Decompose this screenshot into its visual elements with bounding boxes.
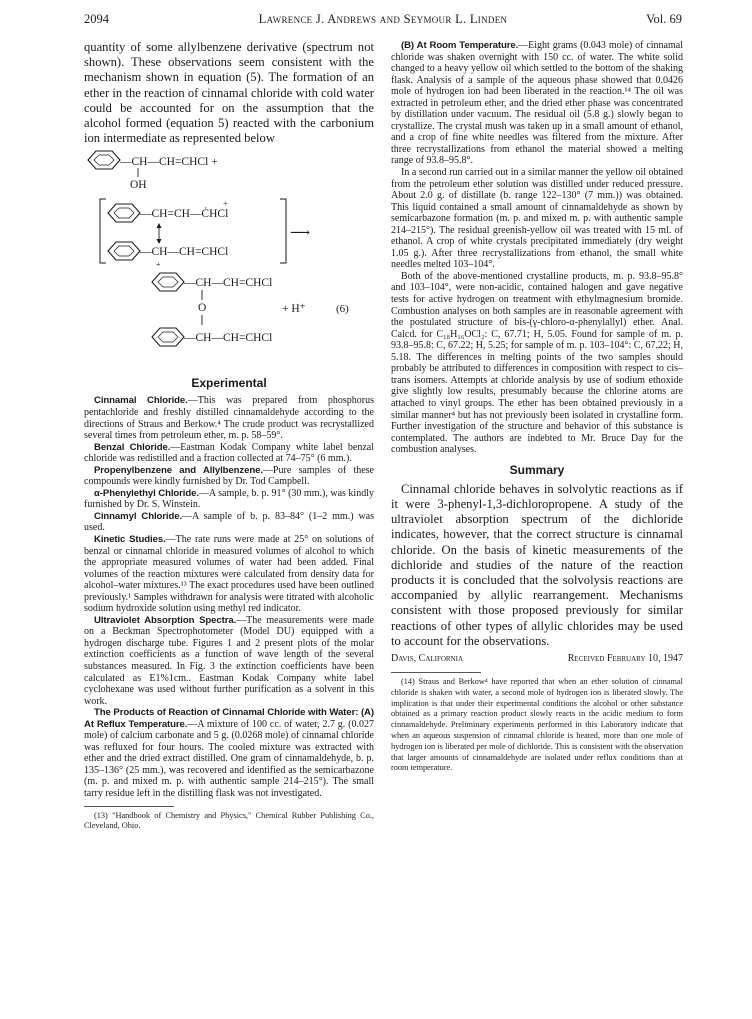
summary-heading: Summary <box>509 462 565 477</box>
scheme-hplus: + H⁺ <box>282 303 306 316</box>
running-header <box>84 12 682 28</box>
scheme-row3: —CH—CH=CHCl <box>184 277 273 290</box>
kinetic-studies-text: —The rate runs were made at 25° on solutions of benzal or cinnamal chloride in measured volumes of alcohol to which the appropriate measured volumes of water had been added. Final volumes of the reaction mixtures were calculated from density data for alcohol–water mixtures.¹³ The exact procedures used have been outlined previously.¹ Samples withdrawn for analysis were titrated with alcoholic sodium hydroxide solution using methyl red indicator. <box>84 533 374 615</box>
crystalline-products-para: Both of the above-mentioned crystalline products, m. p. 93.8–95.8° and 103–104°, were non-acidic, contained halogen and gave negative tests for active hydrogen on treatment with ethylmagnesium bromide. Combustion analyses on both samples are in reasonable agreement with the postulated structure of bis-(γ-chloro-α-phenylallyl) ether. Anal. Calcd. for C₁₈H₁₆OCl₂: C, 67.71; H, 5.05. Found for sample of m. p. 93.8–95.8: C, 67.22; H, 5.25; for sample of m. p. 103–104°: C, 67.22; H, 5.18. The differences in melting points of the two samples should probably be attributed to differences in composition with respect to cis–trans isomers. Attempts at chloride analysis by use of sodium ethoxide give slightly low results, presumably because the chlorine atoms are attached to vinyl groups. The ether has been obtained previously in a similar manner⁴ but has not previously been isolated in crystalline form. Further investigation of the structure and behavior of this substance is contemplated. The authors are indebted to Mr. Bruce Day for the combustion analyses. <box>391 270 683 456</box>
propenylbenzene-para <box>84 465 374 488</box>
benzal-chloride-text: —Eastman Kodak Company white label benzal chloride was redistilled and a fraction collected at 74–75° (6 mm.). <box>84 441 374 465</box>
products-heading: The Products of Reaction of Cinnamal Chloride with Water: (A) At Reflux Temperature. <box>84 707 374 730</box>
second-run-para: In a second run carried out in a similar manner the yellow oil obtained from the petroleum ether solution was distilled under reduced pressure. About 2.0 g. of distillate (b. range 122–130° (7 mm.)) was obtained. This liquid contained a small amount of cinnamaldehyde as shown by semicarbazone formation (m. p. and mixed m. p. with authentic sample 214–215°). The residual greenish-yellow oil was treated with 15 ml. of ethanol. A crop of white crystals precipitated immediately (dry weight 1.05 g.). After three recrystallizations from ethanol, the small white needles melted 103–104°. <box>391 167 683 271</box>
scheme-reaction-arrow: ⟶ <box>290 226 311 242</box>
page-number: 2094 <box>84 12 109 26</box>
footnote-rule-left <box>84 806 174 807</box>
scheme-plus-mark-b: + <box>156 260 161 270</box>
running-title: Lawrence J. Andrews and Seymour L. Linden <box>258 12 508 26</box>
summary-paragraph: Cinnamal chloride behaves in solvolytic reactions as if it were 3-phenyl-1,3-dichloropropene. A study of the ultraviolet absorption spectrum of the dichloride indicates, however, that the correct structure is cinnamal chloride. On the basis of kinetic measurements of the dichloride and studies of the nature of the reaction products it is concluded that the solvolysis reactions are accompanied by allylic rearrangement. Mechanisms consistent with those proposed previously for similar reactions of other types of allylic chlorides may be used to account for the observations. <box>391 481 683 648</box>
phenylethyl-chloride-heading: α-Phenylethyl Chloride. <box>94 487 199 499</box>
reaction-scheme <box>84 147 374 369</box>
footnote-14: (14) Straus and Berkow⁴ have reported that when an ether solution of cinnamal chloride is shaken with water, a second mole of hydrogen ion is liberated slowly. The implication is that under their experimental conditions the alcohol or other substance obtained as a primary reaction product slowly reacts in the acidic medium to form cinnamaldehyde. Preliminary experiments performed in this Laboratory indicate that when an aqueous suspension of cinnamal chloride is heated, more than one mole of hydrogen ion is liberated per mole of dichloride. This is consistent with the observation that larger amounts of cinnamaldehyde are isolated under reflux conditions than at room temperature. <box>391 676 683 773</box>
footnote-rule-right <box>391 672 481 673</box>
footnote-13: (13) "Handbook of Chemistry and Physics," Chemical Rubber Publishing Co., Cleveland, Ohio. <box>84 810 374 831</box>
uv-spectra-text: —The measurements were made on a Beckman Spectrophotometer (Model DU) equipped with a hydrogen discharge tube. Figures 1 and 2 present plots of the molar extinction coefficients as a function of wave length of the several substances measured. In Fig. 3 the extinction coefficients have been calculated as E1%1cm.. Eastman Kodak Company white label cyclohexane was used without further purification as a solvent in this work. <box>84 614 374 707</box>
intro-paragraph: quantity of some allylbenzene derivative (spectrum not shown). These observations seem consistent with the mechanism shown in equation (5). The formation of an ether in the reaction of cinnamal chloride with cold water could be accounted for on the assumption that the alcohol formed (equation 5) reacted with the carbonium ion intermediate as represented below <box>84 40 374 146</box>
received-date: Received February 10, 1947 <box>567 652 683 664</box>
experimental-heading: Experimental <box>191 376 267 391</box>
scheme-oh: OH <box>130 179 147 192</box>
volume-label: Vol. 69 <box>646 12 682 26</box>
cinnamal-chloride-heading: Cinnamal Chloride. <box>94 395 188 407</box>
equation-number: (6) <box>336 303 349 316</box>
cinnamyl-chloride-para <box>84 511 374 534</box>
cinnamyl-chloride-heading: Cinnamyl Chloride. <box>94 510 183 522</box>
room-temperature-text: —Eight grams (0.043 mole) of cinnamal chloride was shaken overnight with 150 cc. of water. The white solid changed to a heavy yellow oil which settled to the bottom of the shaking flask. Analysis of a sample of the aqueous phase showed that 0.0426 mole of hydrogen ion had been liberated in the reaction.¹⁴ The oil was extracted in petroleum ether, and the dried ether phase was concentrated by distillation under vacuum. The residual oil (5.8 g.) slowly began to crystallize. The crystal mush was taken up in a small amount of ethanol, and a crop of fine white needles was filtered from the mixture. After three recrystallizations from ethanol the material showed a melting range of 93.8–95.8°. <box>391 40 683 167</box>
cinnamyl-chloride-text: —A sample of b. p. 83–84° (1–2 mm.) was used. <box>84 510 375 534</box>
phenylethyl-chloride-para <box>84 488 374 511</box>
resonance-arrow <box>157 223 162 244</box>
products-para <box>84 707 374 799</box>
propenylbenzene-heading: Propenylbenzene and Allylbenzene. <box>94 464 263 476</box>
cinnamal-chloride-text: —This was prepared from phosphorus pentachloride and freshly distilled cinnamaldehyde according to the directions of Straus and Berkow.⁴ The crude product was recrystallized several times from petroleum ether, m. p. 58–59°. <box>84 395 375 442</box>
scheme-row1: —CH—CH=CHCl + <box>120 156 218 169</box>
benzene-ring-2 <box>108 204 140 222</box>
benzene-ring-4 <box>152 273 184 291</box>
cinnamal-chloride-para <box>84 395 374 441</box>
benzal-chloride-heading: Benzal Chloride. <box>94 441 171 453</box>
kinetic-studies-para <box>84 534 374 615</box>
scheme-resonance-a: —CH=CH—ĊHCl <box>140 208 229 221</box>
kinetic-studies-heading: Kinetic Studies. <box>94 533 166 545</box>
scheme-oxygen: O <box>198 302 207 315</box>
products-text: —A mixture of 100 cc. of water, 2.7 g. (0.027 mole) of calcium carbonate and 5 g. (0.0268 mole) of cinnamal chloride was refluxed for four hours. The cooled mixture was extracted with ether and the dried extract distilled. One gram of cinnamaldehyde, b. p. 135–136° (25 mm.), was recovered and identified as the semicarbazone (m. p. and mixed m. p. with authentic sample 214–215°). The small tarry residue left in the distilling flask was not investigated. <box>84 718 374 800</box>
benzene-ring-3 <box>108 242 140 260</box>
uv-spectra-para <box>84 615 374 707</box>
benzene-ring-5 <box>152 328 184 346</box>
uv-spectra-heading: Ultraviolet Absorption Spectra. <box>94 614 237 626</box>
place: Davis, California <box>391 652 464 664</box>
scheme-row4: —CH—CH=CHCl <box>184 332 273 345</box>
phenylethyl-chloride-text: —A sample, b. p. 91° (30 mm.), was kindly furnished by Dr. S. Winstein. <box>84 487 374 511</box>
signature-line <box>391 653 683 666</box>
propenylbenzene-text: —Pure samples of these compounds were kindly furnished by Dr. Tod Campbell. <box>84 464 374 488</box>
benzal-chloride-para <box>84 442 374 465</box>
benzene-ring-1 <box>88 151 120 169</box>
left-column <box>84 40 374 832</box>
scheme-resonance-b: —CH—CH=CHCl <box>140 246 229 259</box>
right-column <box>391 40 683 774</box>
room-temperature-para <box>391 40 683 167</box>
scheme-plus-mark-a: + <box>223 199 228 209</box>
room-temperature-heading: (B) At Room Temperature. <box>401 40 519 51</box>
